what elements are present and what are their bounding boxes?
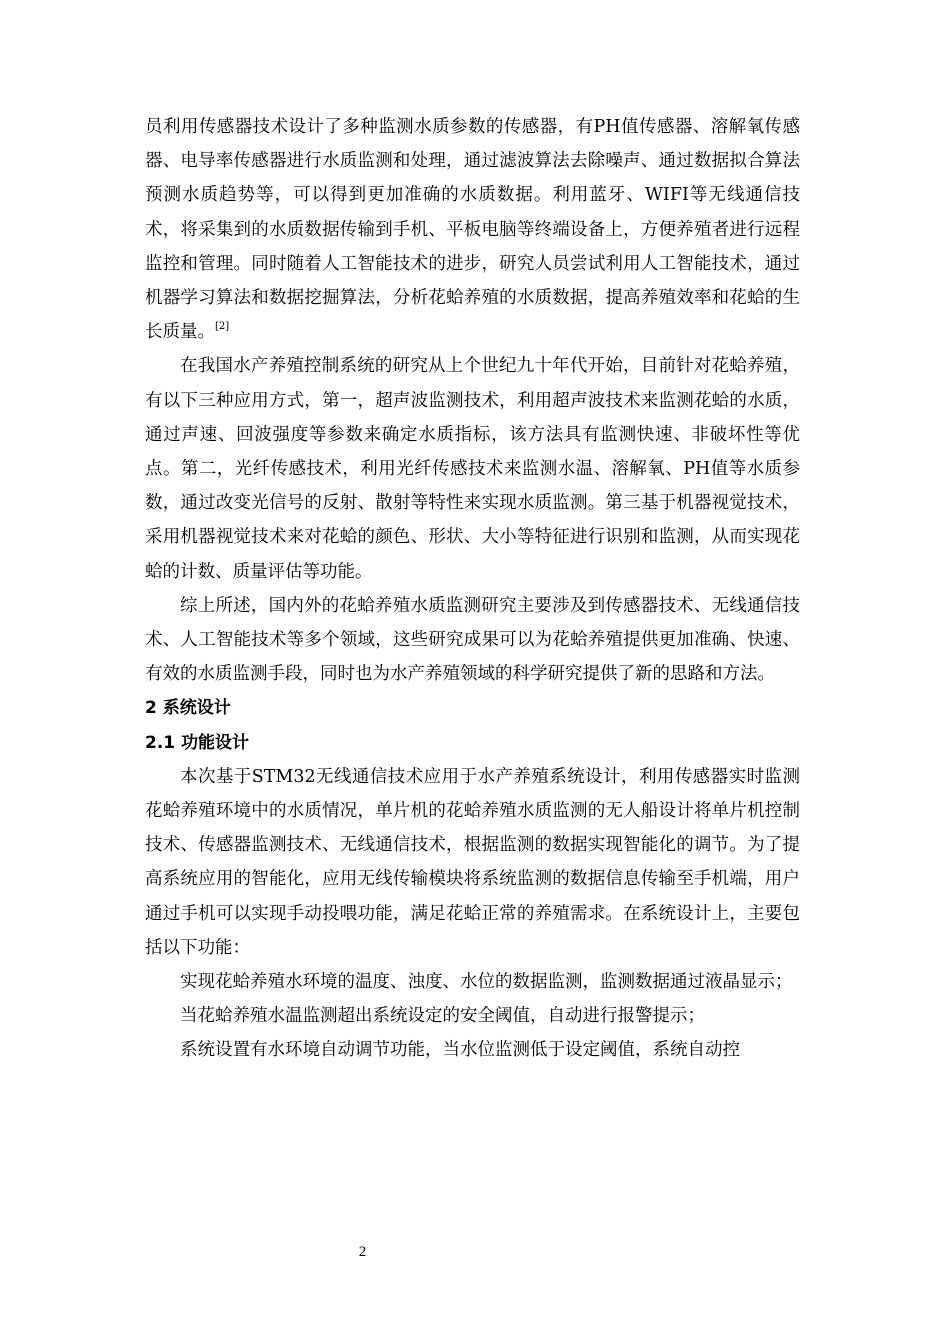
body-text — [145, 110, 800, 1068]
function-item-1: 实现花蛤养殖水环境的温度、浊度、水位的数据监测，监测数据通过液晶显示； — [180, 972, 793, 993]
section-heading: 2 系统设计 — [145, 698, 231, 719]
paragraph-1 — [145, 110, 800, 349]
function-item-2: 当花蛤养殖水温监测超出系统设定的安全阈值，自动进行报警提示； — [180, 1006, 705, 1027]
paragraph-2: 在我国水产养殖控制系统的研究从上个世纪九十年代开始，目前针对花蛤养殖，有以下三种应用方式，第一，超声波监测技术，利用超声波技术来监测花蛤的水质，通过声速、回波强度等参数来确定水质指标，该方法具有监测快速、非破坏性等优点。第二，光纤传感技术，利用光纤传感技术来监测水温、溶解氧、PH值等水质参数，通过改变光信号的反射、散射等特性来实现水质监测。第三基于机器视觉技术，采用机器视觉技术来对花蛤的颜色、形状、大小等特征进行识别和监测，从而实现花蛤的计数、质量评估等功能。 — [145, 356, 800, 582]
subsection-heading: 2.1 功能设计 — [145, 732, 250, 753]
section-paragraph-1: 本次基于STM32无线通信技术应用于水产养殖系统设计，利用传感器实时监测花蛤养殖环境中的水质情况，单片机的花蛤养殖水质监测的无人船设计将单片机控制技术、传感器监测技术、无线通信技术，根据监测的数据实现智能化的调节。为了提高系统应用的智能化，应用无线传输模块将系统监测的数据信息传输至手机端，用户通过手机可以实现手动投喂功能，满足花蛤正常的养殖需求。在系统设计上，主要包括以下功能： — [145, 766, 800, 958]
function-item-3: 系统设置有水环境自动调节功能，当水位监测低于设定阈值，系统自动控 — [180, 1040, 740, 1061]
paragraph-3: 综上所述，国内外的花蛤养殖水质监测研究主要涉及到传感器技术、无线通信技术、人工智能技术等多个领域，这些研究成果可以为花蛤养殖提供更加准确、快速、有效的水质监测手段，同时也为水产养殖领域的科学研究提供了新的思路和方法。 — [145, 595, 800, 685]
paragraph-1-text: 员利用传感器技术设计了多种监测水质参数的传感器，有PH值传感器、溶解氧传感器、电导率传感器进行水质监测和处理，通过滤波算法去除噪声、通过数据拟合算法预测水质趋势等，可以得到更加准确的水质数据。利用蓝牙、WIFI等无线通信技术，将采集到的水质数据传输到手机、平板电脑等终端设备上，方便养殖者进行远程监控和管理。同时随着人工智能技术的进步，研究人员尝试利用人工智能技术，通过机器学习算法和数据挖掘算法，分析花蛤养殖的水质数据，提高养殖效率和花蛤的生长质量。 — [145, 117, 800, 343]
page-number: 2 — [358, 1244, 367, 1260]
citation-ref: [2] — [215, 321, 230, 333]
